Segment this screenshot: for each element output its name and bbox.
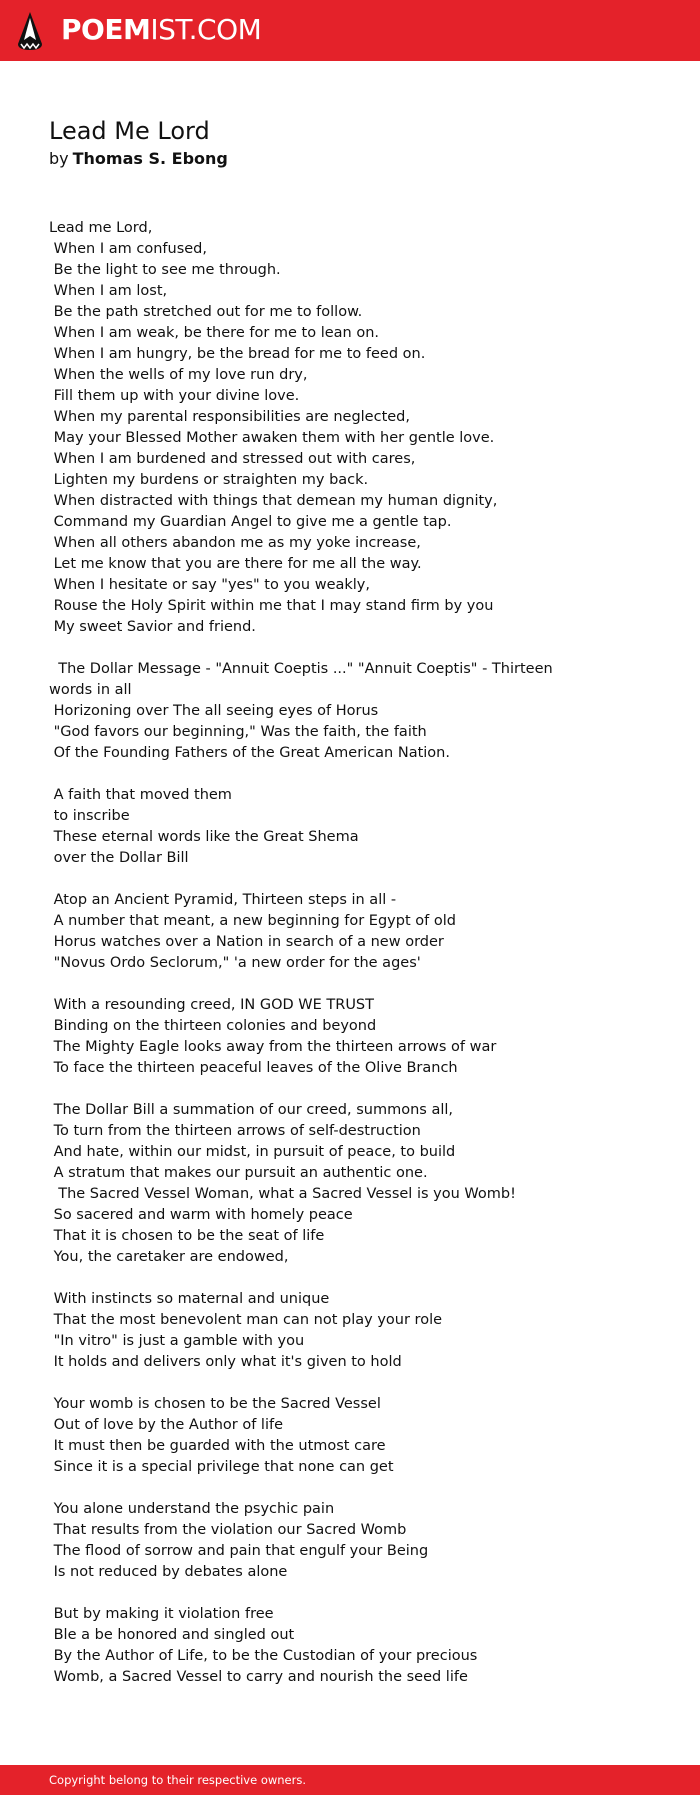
poem-line: When I am lost, xyxy=(49,283,168,299)
poem-line: To turn from the thirteen arrows of self-destruction xyxy=(49,1123,421,1139)
poem-line: The Mighty Eagle looks away from the thirteen arrows of war xyxy=(49,1039,497,1055)
poem-line: When my parental responsibilities are neglected, xyxy=(49,409,410,425)
by-label: by xyxy=(49,149,69,168)
poem-line: Lighten my burdens or straighten my back. xyxy=(49,472,369,488)
poem-line: When I am burdened and stressed out with cares, xyxy=(49,451,416,467)
poem-line: It holds and delivers only what it's given to hold xyxy=(49,1354,402,1370)
poem-line: With a resounding creed, IN GOD WE TRUST xyxy=(49,997,374,1013)
poem-line xyxy=(49,1268,649,1289)
poem-line xyxy=(49,764,649,785)
poem-line: A stratum that makes our pursuit an authentic one. xyxy=(49,1165,428,1181)
poem-line: By the Author of Life, to be the Custodian of your precious xyxy=(49,1648,478,1664)
poem-line: A faith that moved them xyxy=(49,787,232,803)
poem-line xyxy=(49,974,649,995)
poem-title: Lead Me Lord xyxy=(49,117,210,145)
poem-line: With instincts so maternal and unique xyxy=(49,1291,330,1307)
poem-line: A number that meant, a new beginning for Egypt of old xyxy=(49,913,456,929)
poem-line: It must then be guarded with the utmost care xyxy=(49,1438,386,1454)
poem-line: Be the light to see me through. xyxy=(49,262,281,278)
poem-line: Womb, a Sacred Vessel to carry and nourish the seed life xyxy=(49,1669,468,1685)
poem-line: over the Dollar Bill xyxy=(49,850,189,866)
poem-line: When I am hungry, be the bread for me to feed on. xyxy=(49,346,426,362)
poem-line: "Novus Ordo Seclorum," 'a new order for the ages' xyxy=(49,955,421,971)
poem-line xyxy=(49,1373,649,1394)
brand-light: IST.COM xyxy=(150,13,262,46)
poem-line: So sacered and warm with homely peace xyxy=(49,1207,353,1223)
site-logo-text[interactable] xyxy=(61,13,261,47)
poem-line: When I am confused, xyxy=(49,241,207,257)
poem-line xyxy=(49,1478,649,1499)
poem-line: You alone understand the psychic pain xyxy=(49,1501,335,1517)
brand-bold: POEM xyxy=(61,13,151,46)
poem-line: Rouse the Holy Spirit within me that I may stand firm by you xyxy=(49,598,494,614)
poem-line: Ble a be honored and singled out xyxy=(49,1627,295,1643)
poem-line: That it is chosen to be the seat of life xyxy=(49,1228,325,1244)
poem-line: That results from the violation our Sacred Womb xyxy=(49,1522,407,1538)
poem-line: Binding on the thirteen colonies and beyond xyxy=(49,1018,377,1034)
poem-line: to inscribe xyxy=(49,808,130,824)
poem-line: When all others abandon me as my yoke increase, xyxy=(49,535,421,551)
poem-line: Horizoning over The all seeing eyes of Horus xyxy=(49,703,379,719)
poem-line: And hate, within our midst, in pursuit of peace, to build xyxy=(49,1144,456,1160)
poem-line: These eternal words like the Great Shema xyxy=(49,829,359,845)
poem-line: When I hesitate or say "yes" to you weakly, xyxy=(49,577,370,593)
poem-line: That the most benevolent man can not play your role xyxy=(49,1312,443,1328)
poem-line xyxy=(49,869,649,890)
poem-line: Your womb is chosen to be the Sacred Vessel xyxy=(49,1396,381,1412)
poem-line: To face the thirteen peaceful leaves of the Olive Branch xyxy=(49,1060,458,1076)
poem-line: "God favors our beginning," Was the faith, the faith xyxy=(49,724,427,740)
site-footer xyxy=(0,1765,700,1795)
poem-line: Since it is a special privilege that none can get xyxy=(49,1459,394,1475)
poem-line xyxy=(49,1583,649,1604)
poem-line: When I am weak, be there for me to lean on. xyxy=(49,325,380,341)
poem-line: Horus watches over a Nation in search of a new order xyxy=(49,934,444,950)
poem-line: Is not reduced by debates alone xyxy=(49,1564,288,1580)
quill-pen-icon[interactable] xyxy=(16,10,44,52)
copyright-text: Copyright belong to their respective owners. xyxy=(49,1773,307,1787)
poem-line: The Sacred Vessel Woman, what a Sacred Vessel is you Womb! xyxy=(49,1186,516,1202)
poem-line: Of the Founding Fathers of the Great American Nation. xyxy=(49,745,450,761)
site-header xyxy=(0,0,700,61)
poem-line: Fill them up with your divine love. xyxy=(49,388,300,404)
poem-line: words in all xyxy=(49,682,132,698)
poem-line: Let me know that you are there for me all the way. xyxy=(49,556,422,572)
poem-line: You, the caretaker are endowed, xyxy=(49,1249,289,1265)
poem-line: My sweet Savior and friend. xyxy=(49,619,256,635)
poem-line xyxy=(49,1079,649,1100)
poem-line xyxy=(49,638,649,659)
poem-body xyxy=(49,218,649,1688)
byline xyxy=(49,148,228,170)
poem-line: But by making it violation free xyxy=(49,1606,274,1622)
author-name: Thomas S. Ebong xyxy=(72,149,228,168)
poem-line: When the wells of my love run dry, xyxy=(49,367,308,383)
poem-line: The flood of sorrow and pain that engulf your Being xyxy=(49,1543,429,1559)
poem-line: "In vitro" is just a gamble with you xyxy=(49,1333,305,1349)
poem-line: Be the path stretched out for me to follow. xyxy=(49,304,363,320)
poem-line: When distracted with things that demean my human dignity, xyxy=(49,493,498,509)
poem-line: May your Blessed Mother awaken them with her gentle love. xyxy=(49,430,495,446)
poem-line: Atop an Ancient Pyramid, Thirteen steps in all - xyxy=(49,892,397,908)
poem-line: Lead me Lord, xyxy=(49,220,153,236)
poem-line: Out of love by the Author of life xyxy=(49,1417,283,1433)
poem-line: The Dollar Message - "Annuit Coeptis ..." "Annuit Coeptis" - Thirteen xyxy=(49,661,553,677)
poem-line: The Dollar Bill a summation of our creed, summons all, xyxy=(49,1102,454,1118)
poem-line: Command my Guardian Angel to give me a gentle tap. xyxy=(49,514,452,530)
